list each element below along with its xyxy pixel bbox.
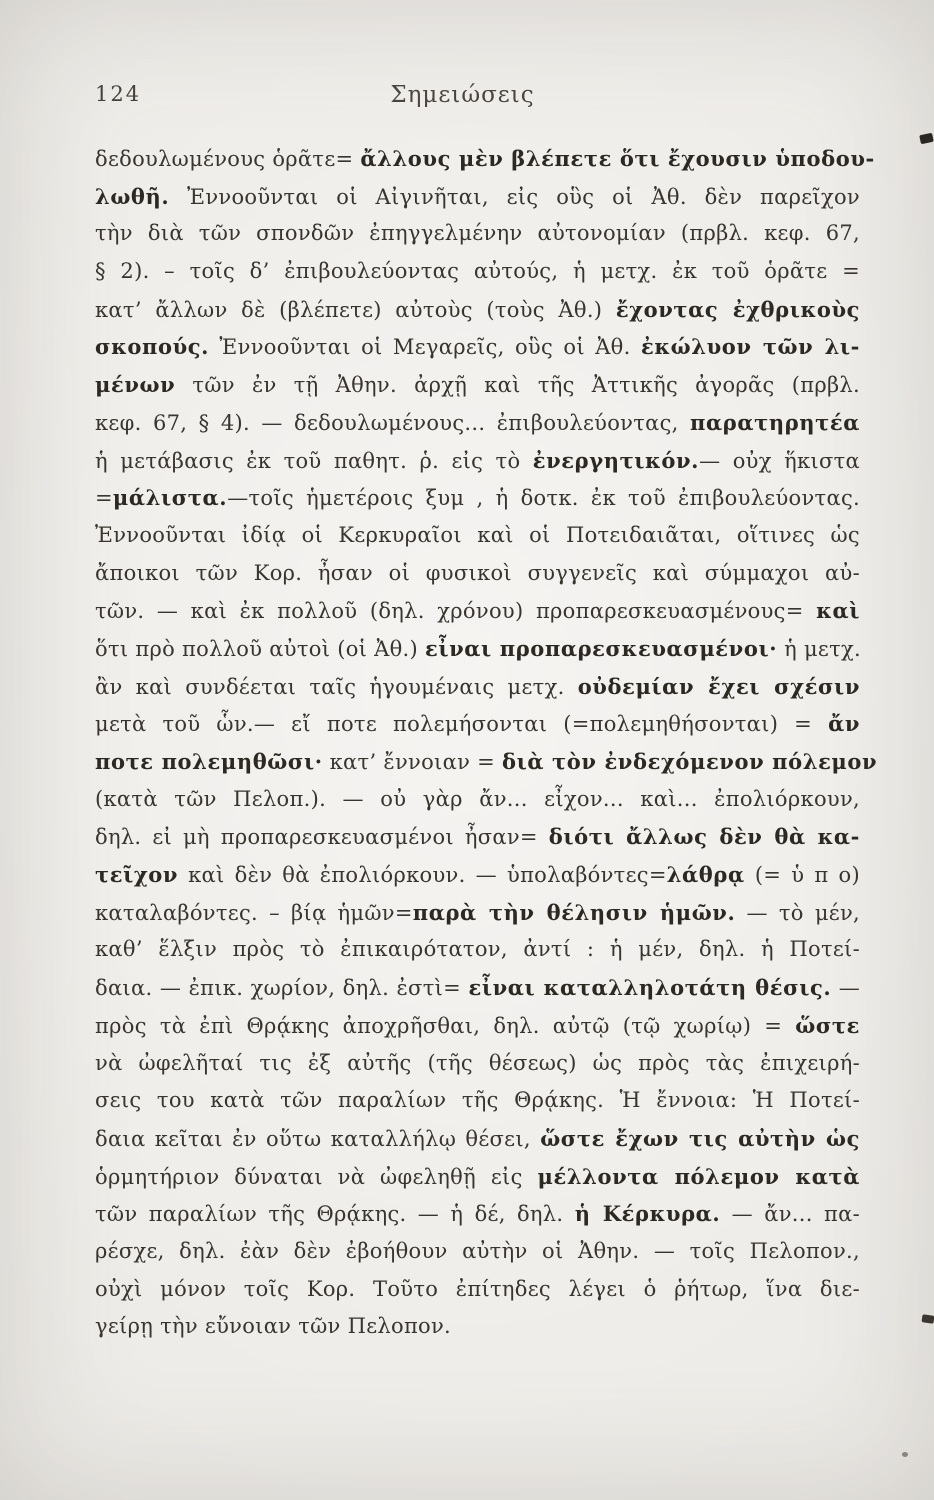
text-line bbox=[95, 894, 860, 932]
emphasized-text: ἐνεργητικόν. bbox=[532, 447, 700, 473]
body-text: ὅτι πρὸ πολλοῦ αὐτοὶ (οἱ Ἀθ.) bbox=[95, 636, 425, 661]
body-text: ρέσχε, δηλ. ἐὰν δὲν ἐβοήθουν αὐτὴν οἱ Ἀθην. — τοῖς Πελοπον., bbox=[95, 1238, 860, 1263]
body-text: — τὸ μέν, bbox=[735, 900, 860, 925]
body-text: κατ’ ἔννοιαν = bbox=[322, 750, 502, 774]
emphasized-text: ἡ Κέρκυρα. bbox=[574, 1201, 721, 1227]
text-line bbox=[95, 781, 860, 819]
text-line bbox=[95, 1158, 860, 1196]
text-line bbox=[95, 253, 860, 291]
body-text: (κατὰ τῶν Πελοπ.). — οὐ γὰρ ἄν... εἶχον... καὶ... ἐπολιόρκουν, bbox=[95, 786, 860, 811]
emphasized-text: ὥστε ἔχων τις αὐτὴν ὡς bbox=[540, 1125, 861, 1151]
emphasized-text: ἄλλους μὲν βλέπετε ὅτι ἔχουσιν ὑποδου- bbox=[360, 146, 875, 171]
body-text: — ἄν... πα- bbox=[720, 1202, 860, 1227]
emphasized-text: μάλιστα. bbox=[112, 485, 228, 511]
body-text: δαια κεῖται ἐν οὕτω καταλλήλῳ θέσει, bbox=[95, 1126, 541, 1151]
body-text: καταλαβόντες. – βίᾳ ἡμῶν= bbox=[95, 900, 413, 925]
body-text: οὐχὶ μόνον τοῖς Κορ. Τοῦτο ἐπίτηδες λέγει ὁ ῥήτωρ, ἵνα διε- bbox=[95, 1276, 860, 1301]
body-text: γείρῃ τὴν εὔνοιαν τῶν Πελοπον. bbox=[95, 1314, 452, 1339]
emphasized-text: διότι ἄλλως δὲν θὰ κα- bbox=[548, 824, 860, 850]
text-line bbox=[95, 856, 860, 894]
text-line bbox=[95, 178, 860, 216]
text-line bbox=[95, 555, 860, 593]
body-text: τῶν παραλίων τῆς Θρᾴκης. — ἡ δέ, δηλ. bbox=[95, 1202, 575, 1227]
notes-body bbox=[95, 140, 878, 1346]
page-number: 124 bbox=[95, 82, 142, 106]
emphasized-text: ποτε πολεμηθῶσι· bbox=[95, 749, 323, 774]
emphasized-text: μέλλοντα πόλεμον κατὰ bbox=[537, 1163, 860, 1189]
body-text: σεις του κατὰ τῶν παραλίων τῆς Θρᾴκης. Ἡ ἔννοια: Ἡ Ποτεί- bbox=[95, 1088, 860, 1113]
running-title: Σημειώσεις bbox=[390, 82, 535, 108]
scan-blemish bbox=[902, 1452, 908, 1457]
body-text: Ἐννοοῦνται ἰδίᾳ οἱ Κερκυραῖοι καὶ οἱ Ποτειδαιᾶται, οἵτινες ὡς bbox=[95, 522, 860, 547]
emphasized-text: λάθρᾳ bbox=[666, 862, 745, 888]
body-text: Ἐννοοῦνται οἱ Μεγαρεῖς, οὓς οἱ Ἀθ. bbox=[209, 335, 641, 360]
emphasized-text: εἶναι καταλληλοτάτη θέσις. bbox=[468, 975, 832, 1001]
body-text: ἂν καὶ συνδέεται ταῖς ἡγουμέναις μετχ. bbox=[95, 674, 578, 699]
text-line bbox=[95, 1082, 860, 1120]
emphasized-text: ἐκώλυον τῶν λι- bbox=[640, 334, 860, 360]
text-line bbox=[95, 1233, 860, 1271]
page-header bbox=[95, 82, 860, 112]
body-text: (= ὑ π ο) bbox=[744, 863, 860, 888]
body-text: = bbox=[95, 486, 113, 511]
text-line bbox=[95, 1195, 860, 1233]
emphasized-text: μένων bbox=[95, 372, 176, 398]
body-text: νὰ ὠφελῆταί τις ἐξ αὐτῆς (τῆς θέσεως) ὡς πρὸς τὰς ἐπιχειρή- bbox=[95, 1050, 860, 1075]
text-line bbox=[95, 969, 860, 1007]
body-text: πρὸς τὰ ἐπὶ Θρᾴκης ἀποχρῆσθαι, δηλ. αὐτῷ (τῷ χωρίῳ) = bbox=[95, 1013, 796, 1038]
text-line bbox=[95, 931, 860, 969]
text-line bbox=[95, 404, 860, 442]
text-line bbox=[95, 1308, 860, 1346]
text-line bbox=[95, 479, 860, 517]
body-text: ἡ μετάβασις ἐκ τοῦ παθητ. ῥ. εἰς τὸ bbox=[95, 448, 533, 473]
emphasized-text: διὰ τὸν ἐνδεχόμενον πόλεμον bbox=[501, 749, 878, 774]
body-text: μετὰ τοῦ ὧν.— εἴ ποτε πολεμήσονται (=πολεμηθήσονται) = bbox=[95, 712, 829, 737]
text-line bbox=[95, 140, 875, 178]
emphasized-text: παρατηρητέα bbox=[690, 409, 860, 435]
body-text: δαια. — ἐπικ. χωρίον, δηλ. ἐστὶ= bbox=[95, 976, 469, 1001]
emphasized-text: παρὰ τὴν θέλησιν ἡμῶν. bbox=[412, 899, 736, 925]
body-text: —τοῖς ἡμετέροις ξυμ , ἡ δοτκ. ἐκ τοῦ ἐπιβουλεύοντας. bbox=[227, 486, 860, 511]
text-line bbox=[95, 328, 860, 366]
body-text: τῶν ἐν τῇ Ἀθην. ἀρχῇ καὶ τῆς Ἀττικῆς ἀγορᾶς (πρβλ. bbox=[175, 373, 860, 398]
emphasized-text: ἄν bbox=[828, 711, 860, 737]
emphasized-text: σκοπούς. bbox=[95, 334, 210, 360]
text-line bbox=[95, 592, 860, 630]
body-text: τῶν. — καὶ ἐκ πολλοῦ (δηλ. χρόνου) προπαρεσκευασμένους= bbox=[95, 599, 817, 624]
text-line bbox=[95, 818, 860, 856]
body-text: κεφ. 67, § 4). — δεδουλωμένους... ἐπιβουλεύοντας, bbox=[95, 410, 691, 435]
body-text: § 2). – τοῖς δ’ ἐπιβουλεύοντας αὐτούς, ἡ μετχ. ἐκ τοῦ ὁρᾶτε = bbox=[95, 259, 860, 284]
text-line bbox=[95, 630, 860, 668]
body-text: — bbox=[831, 976, 860, 1001]
emphasized-text: ὥστε bbox=[795, 1012, 860, 1038]
emphasized-text: ἔχοντας ἐχθρικοὺς bbox=[615, 296, 860, 322]
text-line bbox=[95, 291, 860, 329]
text-line bbox=[95, 1120, 860, 1158]
text-line bbox=[95, 1271, 860, 1309]
text-line bbox=[95, 442, 860, 480]
emphasized-text: τεῖχον bbox=[95, 862, 179, 888]
emphasized-text: λωθῆ. bbox=[95, 183, 170, 209]
text-line bbox=[95, 1007, 860, 1045]
body-text: δεδουλωμένους ὁρᾶτε= bbox=[95, 147, 361, 171]
text-line bbox=[95, 215, 860, 253]
emphasized-text: καὶ bbox=[816, 598, 860, 624]
body-text: τὴν διὰ τῶν σπονδῶν ἐπηγγελμένην αὐτονομίαν (πρβλ. κεφ. 67, bbox=[95, 221, 860, 246]
body-text: κατ’ ἄλλων δὲ (βλέπετε) αὐτοὺς (τοὺς Ἀθ.) bbox=[95, 297, 616, 322]
text-line bbox=[95, 1045, 860, 1083]
scan-blemish bbox=[919, 133, 934, 145]
emphasized-text: οὐδεμίαν ἔχει σχέσιν bbox=[577, 673, 860, 699]
body-text: ὁρμητήριον δύναται νὰ ὠφεληθῇ εἰς bbox=[95, 1164, 538, 1189]
body-text: ἄποικοι τῶν Κορ. ἦσαν οἱ φυσικοὶ συγγενεῖς καὶ σύμμαχοι αὐ- bbox=[95, 560, 860, 585]
text-line bbox=[95, 743, 878, 781]
body-text: — οὐχ ἥκιστα bbox=[699, 448, 860, 473]
emphasized-text: εἶναι προπαρεσκευασμένοι· bbox=[425, 635, 778, 661]
text-line bbox=[95, 517, 860, 555]
text-line bbox=[95, 366, 860, 404]
text-line bbox=[95, 668, 860, 706]
body-text: Ἐννοοῦνται οἱ Αἰγινῆται, εἰς οὓς οἱ Ἀθ. δὲν παρεῖχον bbox=[169, 184, 860, 209]
body-text: ἡ μετχ. bbox=[777, 636, 862, 661]
body-text: δηλ. εἰ μὴ προπαρεσκευασμένοι ἦσαν= bbox=[95, 825, 549, 850]
scan-blemish bbox=[922, 1314, 934, 1324]
body-text: καθ’ ἕλξιν πρὸς τὸ ἐπικαιρότατον, ἀντί : ἡ μέν, δηλ. ἡ Ποτεί- bbox=[95, 937, 860, 962]
body-text: καὶ δὲν θὰ ἐπολιόρκουν. — ὑπολαβόντες= bbox=[178, 863, 667, 888]
text-line bbox=[95, 705, 860, 743]
